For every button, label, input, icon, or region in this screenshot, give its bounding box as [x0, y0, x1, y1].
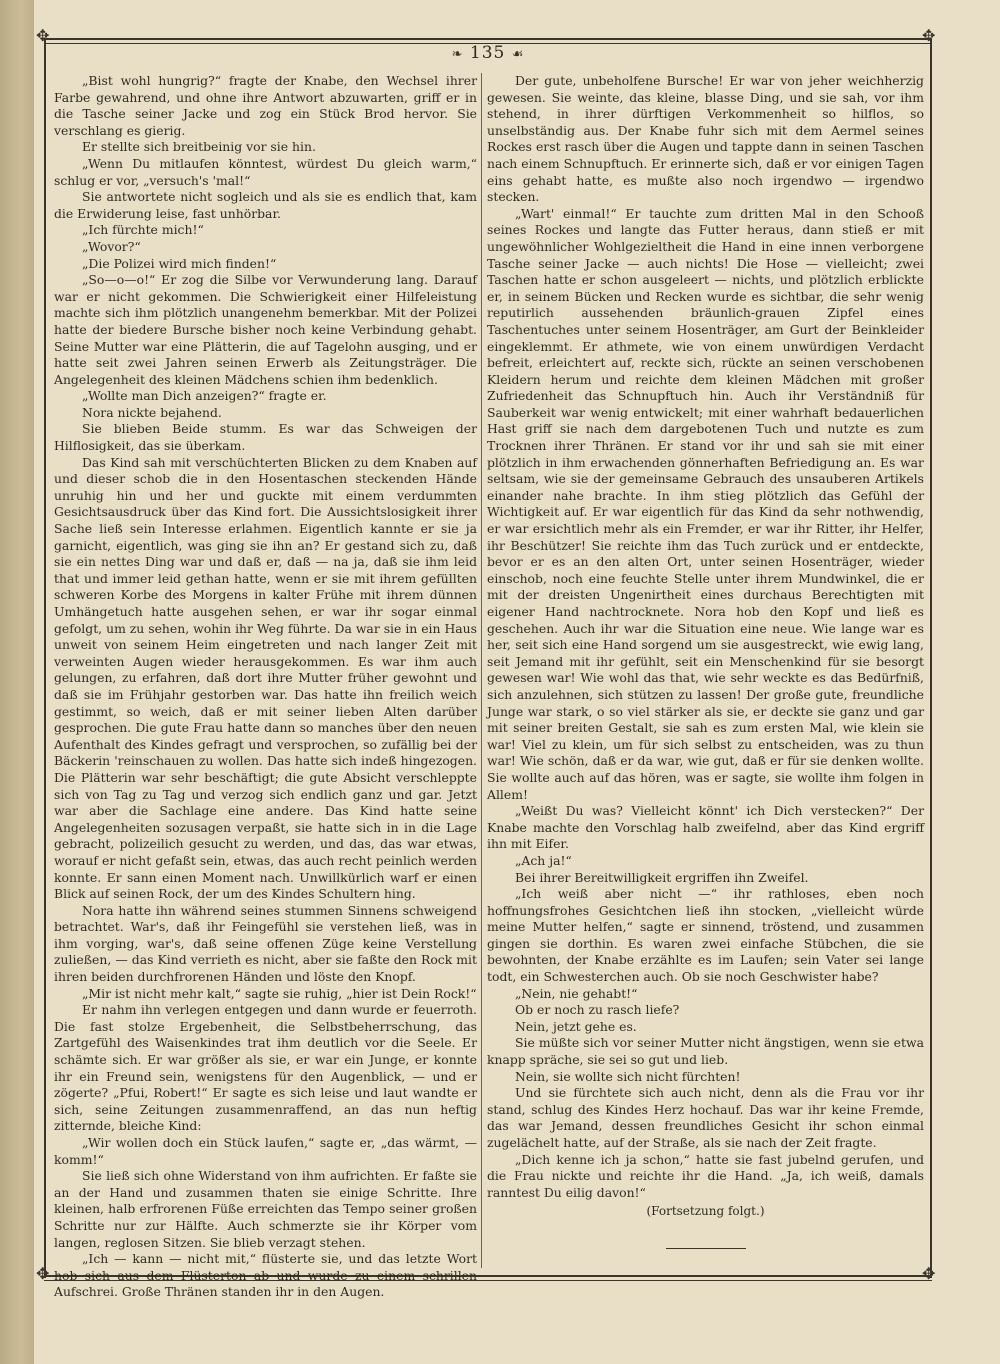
paragraph: „Nein, nie gehabt!“	[515, 985, 638, 1001]
paragraph: „Bist wohl hungrig?“ fragte der Knabe, den Wechsel ihrer Farbe gewahrend, und ohne ihre Antwort abzuwarten, griff er in die Tasche seiner Jacke und zog ein Stück Brod hervor. Sie verschlang es gierig.	[54, 73, 477, 138]
paragraph: „Weißt Du was? Vielleicht könnt' ich Dich verstecken?“ Der Knabe machte den Vorschlag halb zweifelnd, aber das Kind ergriff ihn mit Eifer.	[487, 803, 924, 852]
right-column	[487, 73, 924, 1249]
corner-ornament-icon: ✥	[36, 1264, 50, 1283]
paragraph: Nora nickte bejahend.	[82, 404, 222, 420]
paragraph: Bei ihrer Bereitwilligkeit ergriffen ihn Zweifel.	[515, 869, 809, 885]
paragraph: „Dich kenne ich ja schon,“ hatte sie fast jubelnd gerufen, und die Frau nickte und reichte ihr die Hand. „Ja, ich weiß, damals ranntest Du eilig davon!“	[487, 1151, 924, 1200]
corner-ornament-icon: ✥	[922, 1264, 936, 1283]
previous-page-edge	[0, 0, 35, 1364]
right-border	[930, 38, 932, 1278]
paragraph: „Ach ja!“	[515, 852, 572, 868]
page-header	[44, 43, 932, 63]
paragraph: Er stellte sich breitbeinig vor sie hin.	[82, 139, 316, 155]
paragraph: „Die Polizei wird mich finden!“	[82, 255, 277, 271]
corner-ornament-icon: ✥	[36, 26, 50, 45]
paragraph: Das Kind sah mit verschüchterten Blicken zu dem Knaben auf und dieser schob die in den Hosentaschen steckenden Hände unruhig hin und her und guckte mit einem verdummten Gesichtsausdruck über das Kind fort. Die Aussichtslosigkeit ihrer Sache ließ sein Interesse erlahmen. Eigentlich kannte er sie ja garnicht, eigentlich, was ging sie ihn an? Er gestand sich zu, daß sie ein nettes Ding war und daß er, daß — na ja, daß sie ihm leid that und immer leid gethan hatte, wenn er sie mit ihrem gefüllten schweren Korbe des Morgens in kalter Frühe mit ihrem dünnen Umhängetuch hatte ausgehen sehen, er war ihr sogar einmal gefolgt, um zu sehen, wohin ihr Weg führte. Da war sie in ein Haus unweit von seinem Heim eingetreten und nach langer Zeit mit verweinten Augen wieder herausgekommen. Es war ihm auch gelungen, zu erfahren, daß dort ihre Mutter früher gewohnt und daß sie im Frühjahr gestorben war. Das hatte ihn freilich weich gestimmt, so weich, daß er mit seiner lieben Alten darüber gesprochen. Die gute Frau hatte dann so manches über den neuen Aufenthalt des Kindes gefragt und versprochen, so zufällig bei der Bäckerin 'reinschauen zu wollen. Das hatte sich indeß hingezogen. Die Plätterin war sehr beschäftigt; die gute Absicht verschleppte sich von Tag zu Tag und verzog sich endlich ganz und gar. Jetzt war aber die Sachlage eine andere. Das Kind hatte seine Angelegenheiten sozusagen verpaßt, sie hatte sich in in die Lage gebracht, polizeilich gesucht zu werden, und das, das war etwas, worauf er nicht gefaßt sein, etwas, das auch recht peinlich werden konnte. Er sann einen Moment nach. Unwillkürlich warf er einen Blick auf seinen Rock, der um des Kindes Schultern hing.	[54, 454, 477, 902]
paragraph: Und sie fürchtete sich auch nicht, denn als die Frau vor ihr stand, schlug des Kindes Herz hochauf. Das war ihr keine Fremde, das war Jemand, dessen freundliches Gesicht ihr schon einmal zugelächelt hatte, auf der Straße, als sie nach der Zeit fragte.	[487, 1085, 924, 1150]
paragraph: „Wart' einmal!“ Er tauchte zum dritten Mal in den Schooß seines Rockes und langte das Futter heraus, dann stieß er mit ungewöhnlicher Wohlgezieltheit die Hand in eine innen verborgene Tasche seiner Jacke — auch nichts! Die Hose — vielleicht; zwei Taschen hatte er schon ausgeleert — nichts, und plötzlich erblickte er, in seinem Bücken und Recken wurde es sichtbar, die sehr wenig reputirlich aussehenden bräunlich-grauen Zipfel eines Taschentuches unter seinem Hosenträger, am Gurt der Beinkleider eingeklemmt. Er athmete, wie von einem unwürdigen Verdacht befreit, erleichtert auf, reckte sich, rückte an seinen verschobenen Kleidern herum und reichte dem kleinen Mädchen mit großer Zufriedenheit das Schnupftuch hin. Auch ihr Verständniß für Sauberkeit war wenig entwickelt; mit einer wahrhaft bedauerlichen Hast griff sie nach dem dargebotenen Tuch und nutzte es zum Trocknen ihrer Thränen. Er stand vor ihr und sah sie mit einer plötzlich in ihm erwachenden gönnerhaften Befriedigung an. Es war seltsam, wie sie der gemeinsame Gebrauch des unsauberen Artikels einander nahe brachte. In ihm stieg plötzlich das Gefühl der Wichtigkeit auf. Er war eigentlich für das Kind da sehr nothwendig, er war ersichtlich mehr als ein Fremder, er war ihr Ritter, ihr Helfer, ihr Beschützer! Sie reichte ihm das Tuch zurück und er entdeckte, bevor er es an den alten Ort, unter seinen Hosenträger, wieder einschob, noch eine feuchte Stelle unter ihrem Mundwinkel, die er mit der dreisten Ungenirtheit eines durchaus Berechtigten mit eigener Hand nachtrocknete. Nora hob den Kopf und ließ es geschehen. Auch ihr war die Situation eine neue. Wie lange war es her, seit sich eine Hand sorgend um sie ausgestreckt, wie ewig lang, seit Jemand mit ihr gefühlt, seit ein Menschenkind für sie besorgt gewesen war! Wie wohl das that, wie sehr weckte es das Bedürfniß, sich anzulehnen, sich stützen zu lassen! Der große gute, freundliche Junge war stark, o so viel stärker als sie, er deckte sie ganz und gar mit seiner breiten Gestalt, sie sah es zum ersten Mal, wie klein sie war! Viel zu klein, um für sich selbst zu entscheiden, was zu thun war! Wie schön, daß er da war, wie gut, daß er für sie denken wollte. Sie wollte auch auf das hören, was er sagte, sie wollte ihm folgen in Allem!	[487, 205, 924, 802]
left-border	[44, 38, 46, 1278]
top-border	[44, 38, 932, 40]
column-divider	[481, 73, 482, 1268]
paragraph: Sie müßte sich vor seiner Mutter nicht ängstigen, wenn sie etwa knapp spräche, sie sei so gut und lieb.	[487, 1035, 924, 1068]
paragraph: „Wenn Du mitlaufen könntest, würdest Du gleich warm,“ schlug er vor, „versuch's 'mal!“	[54, 155, 477, 188]
paragraph: Sie blieben Beide stumm. Es war das Schweigen der Hilflosigkeit, das sie überkam.	[54, 421, 477, 454]
end-rule	[666, 1248, 746, 1249]
header-ornament-left-icon: ❧	[451, 47, 464, 62]
paragraph: „Ich fürchte mich!“	[82, 222, 204, 238]
corner-ornament-icon: ✥	[922, 26, 936, 45]
header-ornament-right-icon: ☙	[511, 47, 525, 62]
paragraph: „So—o—o!“ Er zog die Silbe vor Verwunderung lang. Darauf war er nicht gekommen. Die Schwierigkeit einer Hilfeleistung machte sich ihm plötzlich unangenehm bemerkbar. Mit der Polizei hatte der biedere Bursche bisher noch keine Verbindung gehabt. Seine Mutter war eine Plätterin, die auf Tagelohn ausging, und er hatte seit zwei Jahren seinen Erwerb als Zeitungsträger. Die Angelegenheit des kleinen Mädchens schien ihm bedenklich.	[54, 272, 477, 387]
paragraph: „Ich — kann — nicht mit,“ flüsterte sie, und das letzte Wort hob sich aus dem Flüsterton ab und wurde zu einem schrillen Aufschrei. Große Thränen standen ihr in den Augen.	[54, 1251, 477, 1300]
paragraph: „Wir wollen doch ein Stück laufen,“ sagte er, „das wärmt, — komm!“	[54, 1135, 477, 1167]
paragraph: „Mir ist nicht mehr kalt,“ sagte sie ruhig, „hier ist Dein Rock!“	[82, 985, 477, 1001]
paragraph: Der gute, unbeholfene Bursche! Er war von jeher weichherzig gewesen. Sie weinte, das kleine, blasse Ding, und sie sah, vor ihm stehend, in ihrer dürftigen Verkommenheit so hilflos, so unselbständig aus. Der Knabe fuhr sich mit dem Aermel seines Rockes erst rasch über die Augen und tappte dann in seinen Taschen nach einem Schnupftuch. Er erinnerte sich, daß er vor einigen Tagen eins gehabt hatte, es mußte also noch irgendwo — irgendwo stecken.	[487, 73, 924, 205]
paragraph: „Ich weiß aber nicht —“ ihr rathloses, eben noch hoffnungsfrohes Gesichtchen ließ ihn stocken, „vielleicht würde meine Mutter helfen,“ sagte er sinnend, tröstend, und zusammen gingen sie dorthin. Es waren zwei einfache Stübchen, die sie bewohnten, der Knabe erzählte es im Laufen; sein Vater sei lange todt, ein Schwesterchen auch. Ob sie noch Geschwister habe?	[487, 886, 924, 985]
paragraph: Nora hatte ihn während seines stummen Sinnens schweigend betrachtet. War's, daß ihr Feingefühl sie verstehen ließ, was in ihm vorging, war's, daß seine offenen Züge keine Verstellung zuließen, — das Kind verrieth es nicht, aber sie faßte den Rock mit ihren beiden durchfrorenen Händen und löste den Knopf.	[54, 902, 477, 985]
paragraph: Ob er noch zu rasch liefe?	[515, 1002, 680, 1018]
paragraph: „Wovor?“	[82, 238, 141, 254]
paragraph: Sie ließ sich ohne Widerstand von ihm aufrichten. Er faßte sie an der Hand und zusammen thaten sie einige Schritte. Ihre kleinen, halb erfrorenen Füße erreichten das Tempo seiner großen Schritte nur zur Hälfte. Auch schmerzte sie ihr Körper vom langen, reglosen Sitzen. Sie blieb verzagt stehen.	[54, 1168, 477, 1250]
page-number: 135	[469, 43, 506, 63]
paragraph: „Wollte man Dich anzeigen?“ fragte er.	[82, 388, 327, 404]
continued-note: (Fortsetzung folgt.)	[646, 1204, 765, 1219]
newspaper-page	[34, 0, 1000, 1364]
paragraph: Nein, jetzt gehe es.	[515, 1018, 637, 1034]
paragraph: Nein, sie wollte sich nicht fürchten!	[515, 1068, 741, 1084]
left-column	[54, 73, 477, 1301]
paragraph: Sie antwortete nicht sogleich und als sie es endlich that, kam die Erwiderung leise, fast unhörbar.	[54, 189, 477, 221]
paragraph: Er nahm ihn verlegen entgegen und dann wurde er feuerroth. Die fast stolze Ergebenheit, die Selbstbeherrschung, das Zartgefühl des Waisenkindes trat ihm deutlich vor die Seele. Er schämte sich. Er war größer als sie, er war ein Junge, er konnte ihr ein Freund sein, wenigstens für den Augenblick, — und er zögerte? „Pfui, Robert!“ Er sagte es sich leise und laut wandte er sich, seine Zeitungen zusammenraffend, an das nun heftig zitternde, bleiche Kind:	[54, 1002, 477, 1134]
